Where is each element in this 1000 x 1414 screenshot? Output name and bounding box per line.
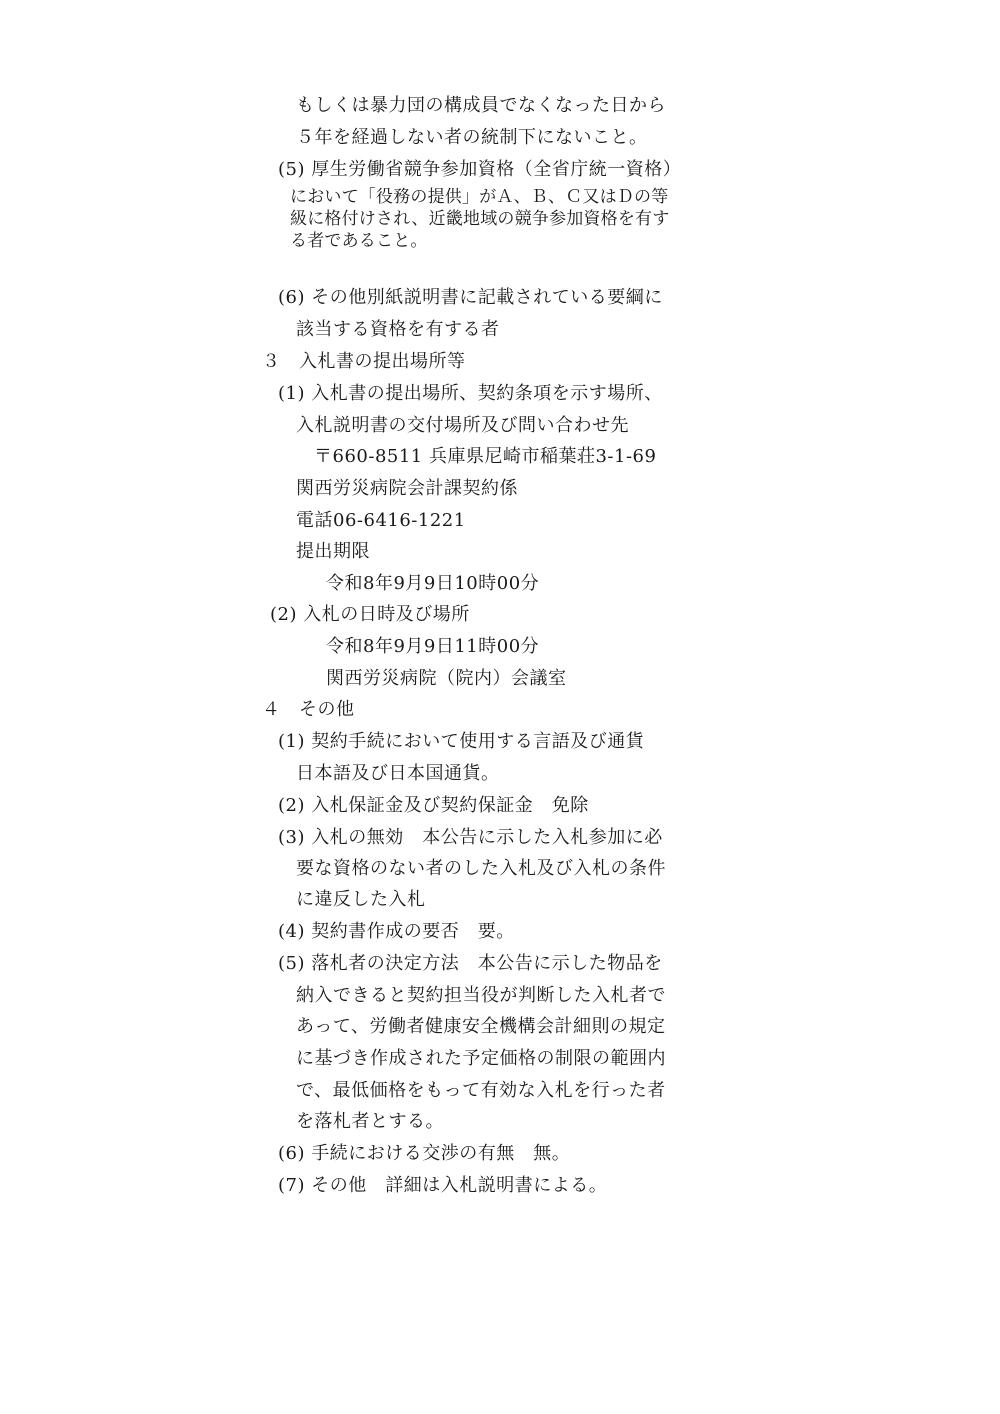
text-line: (2) 入札の日時及び場所 bbox=[270, 604, 470, 625]
text-line: 要な資格のない者のした入札及び入札の条件 bbox=[296, 858, 666, 879]
text-line: で、最低価格をもって有効な入札を行った者 bbox=[296, 1080, 666, 1101]
text-line: (6) その他別紙説明書に記載されている要綱に bbox=[278, 287, 663, 308]
text-line: もしくは暴力団の構成員でなくなった日から bbox=[296, 95, 666, 116]
address-line: 〒660-8511 兵庫県尼崎市稲葉荘3-1-69 bbox=[314, 446, 657, 467]
deadline-line: 令和8年9月9日10時00分 bbox=[326, 573, 540, 594]
text-line: 提出期限 bbox=[296, 541, 370, 562]
text-line: あって、労働者健康安全機構会計細則の規定 bbox=[296, 1016, 666, 1037]
text-line: 納入できると契約担当役が判断した入札者で bbox=[296, 985, 666, 1006]
text-line: に違反した入札 bbox=[296, 889, 426, 910]
text-line: 日本語及び日本国通貨。 bbox=[296, 763, 500, 784]
text-line: において「役務の提供」がＡ、Ｂ、Ｃ又はＤの等 bbox=[290, 187, 669, 207]
text-line: (4) 契約書作成の要否 要。 bbox=[278, 921, 515, 942]
text-line: (6) 手続における交渉の有無 無。 bbox=[278, 1143, 571, 1164]
text-line: (5) 落札者の決定方法 本公告に示した物品を bbox=[278, 953, 663, 974]
text-line: (5) 厚生労働省競争参加資格（全省庁統一資格） bbox=[278, 159, 682, 180]
text-line: (2) 入札保証金及び契約保証金 免除 bbox=[278, 795, 589, 816]
place-line: 関西労災病院（院内）会議室 bbox=[326, 668, 567, 689]
phone-line: 電話06-6416-1221 bbox=[296, 510, 466, 531]
text-line: に基づき作成された予定価格の制限の範囲内 bbox=[296, 1048, 666, 1069]
text-line: 級に格付けされ、近畿地域の競争参加資格を有す bbox=[290, 209, 670, 229]
text-line: る者であること。 bbox=[290, 231, 428, 251]
section-heading: ３ 入札書の提出場所等 bbox=[262, 351, 466, 372]
datetime-line: 令和8年9月9日11時00分 bbox=[326, 636, 540, 657]
text-line: ５年を経過しない者の統制下にないこと。 bbox=[296, 127, 648, 148]
text-line: 関西労災病院会計課契約係 bbox=[296, 478, 518, 499]
text-line: を落札者とする。 bbox=[296, 1111, 444, 1132]
text-line: (1) 入札書の提出場所、契約条項を示す場所、 bbox=[278, 383, 663, 404]
text-line: (3) 入札の無効 本公告に示した入札参加に必 bbox=[278, 827, 663, 848]
text-line: (1) 契約手続において使用する言語及び通貨 bbox=[278, 731, 645, 752]
text-line: 入札説明書の交付場所及び問い合わせ先 bbox=[296, 415, 629, 436]
text-line: 該当する資格を有する者 bbox=[296, 319, 500, 340]
text-line: (7) その他 詳細は入札説明書による。 bbox=[278, 1175, 608, 1196]
section-heading: ４ その他 bbox=[262, 699, 355, 720]
